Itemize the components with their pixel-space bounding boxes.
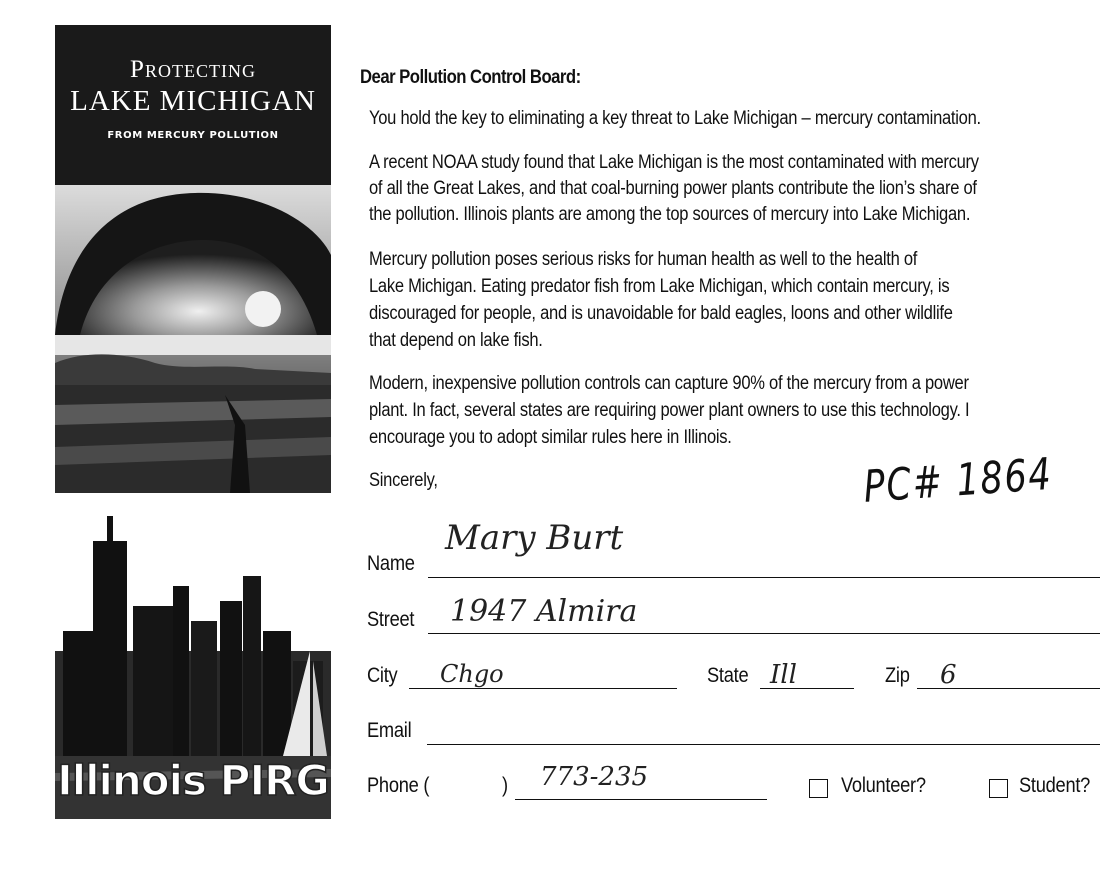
phone-label: Phone ( [367,774,430,797]
city-field[interactable]: Chgo [440,660,504,688]
paragraph-2-line: of all the Great Lakes, and that coal-burning power plants contribute the lion’s share of [369,178,977,199]
zip-label: Zip [885,664,910,687]
paragraph-3-line: Lake Michigan. Eating predator fish from Lake Michigan, which contain mercury, is [369,276,950,297]
paragraph-3-line: that depend on lake fish. [369,330,543,351]
brochure-panel [55,25,331,820]
salutation: Dear Pollution Control Board: [360,67,581,88]
paragraph-3 [369,246,953,354]
paragraph-4-line: plant. In fact, several states are requiring power plant owners to use this technology. I [369,400,970,421]
letter [360,0,1120,881]
paragraph-4 [369,370,969,451]
street-label: Street [367,608,415,631]
student-label: Student? [1019,774,1091,797]
paragraph-2-line: A recent NOAA study found that Lake Michigan is the most contaminated with mercury [369,152,979,173]
state-label: State [707,664,749,687]
closing: Sincerely, [369,470,438,491]
paragraph-2 [369,150,979,228]
cover-subtitle: FROM MERCURY POLLUTION [107,130,279,141]
lake-sunset-photo [55,185,331,493]
handwritten-annotation: PC# 1864 [862,448,1054,513]
phone-field[interactable]: 773-235 [540,762,649,792]
paragraph-1 [369,105,981,132]
cover-title-line-2: LAKE MICHIGAN [70,85,316,117]
email-field[interactable] [427,744,1100,745]
name-label: Name [367,552,415,575]
paragraph-3-line: discouraged for people, and is unavoidable for bald eagles, loons and other wildlife [369,303,953,324]
cover-title-line-1: Protecting [130,56,256,83]
street-line [428,633,1100,634]
phone-paren-close: ) [502,774,508,797]
paragraph-2-line: the pollution. Illinois plants are among the top sources of mercury into Lake Michigan. [369,204,971,225]
paragraph-4-line: encourage you to adopt similar rules here in Illinois. [369,427,732,448]
volunteer-checkbox[interactable] [809,779,828,798]
cover-header [55,25,331,185]
phone-line [515,799,767,800]
illinois-pirg-logo: Illinois PIRG [57,756,329,805]
name-line [428,577,1100,578]
zip-field[interactable]: 6 [940,660,957,690]
street-field[interactable]: 1947 Almira [450,594,638,629]
student-checkbox[interactable] [989,779,1008,798]
name-field[interactable]: Mary Burt [445,518,624,558]
volunteer-label: Volunteer? [841,774,926,797]
city-line [409,688,677,689]
email-label: Email [367,719,412,742]
city-label: City [367,664,398,687]
paragraph-1-line: You hold the key to eliminating a key threat to Lake Michigan – mercury contamination. [369,108,981,129]
state-field[interactable]: Ill [770,660,797,690]
paragraph-4-line: Modern, inexpensive pollution controls can capture 90% of the mercury from a power [369,373,969,394]
paragraph-3-line: Mercury pollution poses serious risks for human health as well to the health of [369,249,918,270]
